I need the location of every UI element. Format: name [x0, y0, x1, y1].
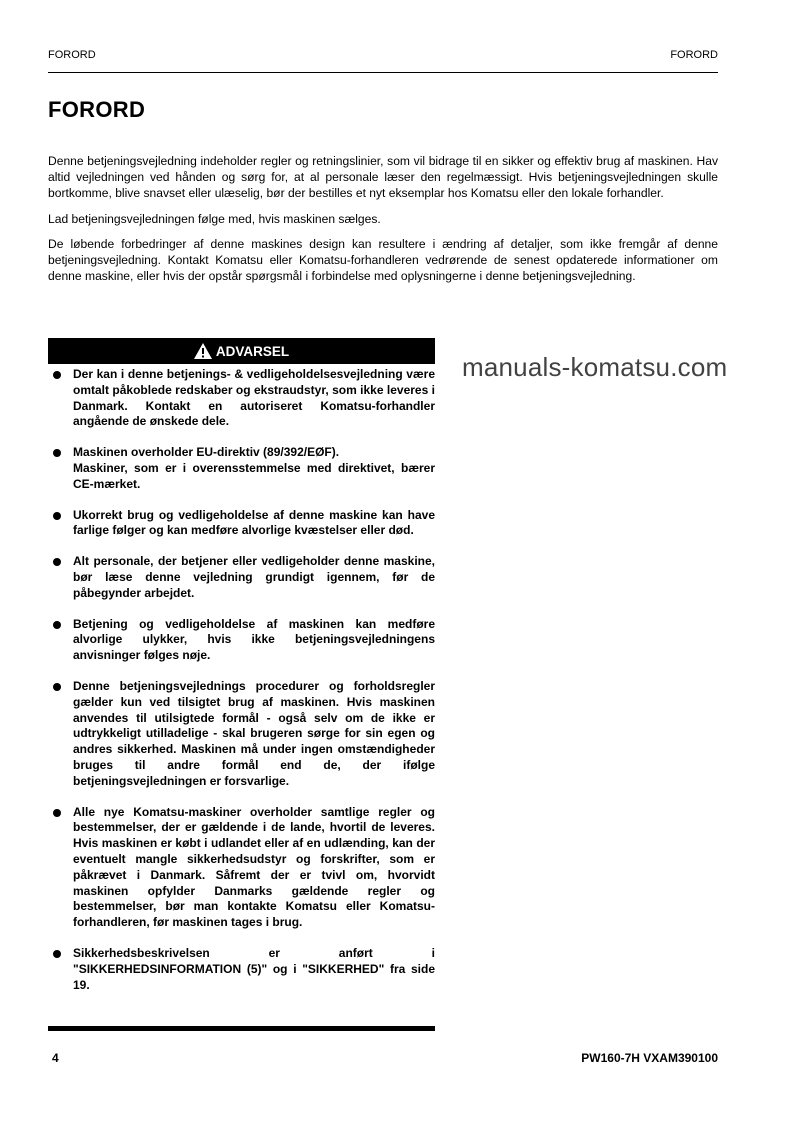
bullet-icon [53, 558, 61, 566]
list-item: Denne betjeningsvejlednings procedurer og forholdsregler gælder kun ved tilsigtet brug af maskinen. Hvis maskinen anvendes til utilsigtede formål - også selv om de ikke er udtrykkeligt utilladelige - skal brugeren sørge for sin egen og andres sikkerhed. Maskinen må under ingen omstændigheder bruges til andre formål end de, der ifølge betjeningsvejledningen er forsvarlige. [48, 679, 435, 790]
bullet-icon [53, 809, 61, 817]
list-item: Alt personale, der betjener eller vedligeholder denne maskine, bør læse denne vejledning grundigt igennem, før de påbegynder arbejdet. [48, 554, 435, 601]
warning-label: ADVARSEL [215, 343, 290, 359]
warning-header [48, 338, 435, 364]
warning-list [48, 367, 435, 993]
running-header-right: FORORD [670, 49, 718, 61]
list-item: Maskinen overholder EU-direktiv (89/392/EØF). Maskiner, som er i overensstemmelse med direktivet, bærer CE-mærket. [48, 445, 435, 492]
list-item: Sikkerhedsbeskrivelsen er anført i "SIKKERHEDSINFORMATION (5)" og i "SIKKERHED" fra side 19. [48, 946, 435, 993]
bullet-icon [53, 621, 61, 629]
paragraph: De løbende forbedringer af denne maskines design kan resultere i ændring af detaljer, som ikke fremgår af denne betjeningsvejledning. Kontakt Komatsu eller Komatsu-forhandleren vedrørende de senest opdaterede informationer om denne maskine, eller hvis der opstår spørgsmål i forbindelse med oplysningerne i denne betjeningsvejledning. [48, 236, 718, 284]
list-item: Betjening og vedligeholdelse af maskinen kan medføre alvorlige ulykker, hvis ikke betjeningsvejledningens anvisninger følges nøje. [48, 617, 435, 664]
intro-text [48, 153, 718, 293]
paragraph: Lad betjeningsvejledningen følge med, hvis maskinen sælges. [48, 211, 381, 226]
page-number: 4 [52, 1051, 59, 1065]
list-item: Der kan i denne betjenings- & vedligeholdelsesvejledning være omtalt påkoblede redskaber og ekstraudstyr, som ikke leveres i Danmark. Kontakt en autoriseret Komatsu-forhandler angående de ønskede dele. [48, 367, 435, 430]
warning-triangle-icon [194, 343, 212, 359]
document-id: PW160-7H VXAM390100 [581, 1051, 718, 1065]
paragraph: Denne betjeningsvejledning indeholder regler og retningslinier, som vil bidrage til en sikker og effektiv brug af maskinen. Hav altid vejledningen ved hånden og sørg for, at al personale læser den regelmæssigt. Hvis betjeningsvejledningen skulle bortkomme, blive snavset eller ulæselig, bør der bestilles et nyt eksemplar hos Komatsu eller den lokale forhandler. [48, 154, 718, 201]
bullet-icon [53, 449, 61, 457]
bullet-icon [53, 371, 61, 379]
warning-box [48, 338, 435, 1008]
list-item: Alle nye Komatsu-maskiner overholder samtlige regler og bestemmelser, der er gældende i de lande, hvortil de leveres. Hvis maskinen er købt i udlandet eller af en udlænding, kan der eventuelt mangle sikkerhedsudstyr og forskrifter, som er påkrævet i Danmark. Såfremt der er tvivl om, hvorvidt maskinen opfylder Danmarks gældende regler og bestemmelser, bør man kontakte Komatsu eller Komatsu-forhandleren, før maskinen tages i brug. [48, 805, 435, 931]
list-item: Ukorrekt brug og vedligeholdelse af denne maskine kan have farlige følger og kan medføre alvorlige kvæstelser eller død. [48, 508, 435, 540]
watermark: manuals-komatsu.com [462, 352, 728, 382]
warning-bottom-rule [48, 1026, 435, 1031]
bullet-icon [53, 683, 61, 691]
page-title: FORORD [48, 97, 146, 122]
header-divider [48, 72, 718, 73]
bullet-icon [53, 512, 61, 520]
running-header-left: FORORD [48, 49, 96, 61]
bullet-icon [53, 950, 61, 958]
